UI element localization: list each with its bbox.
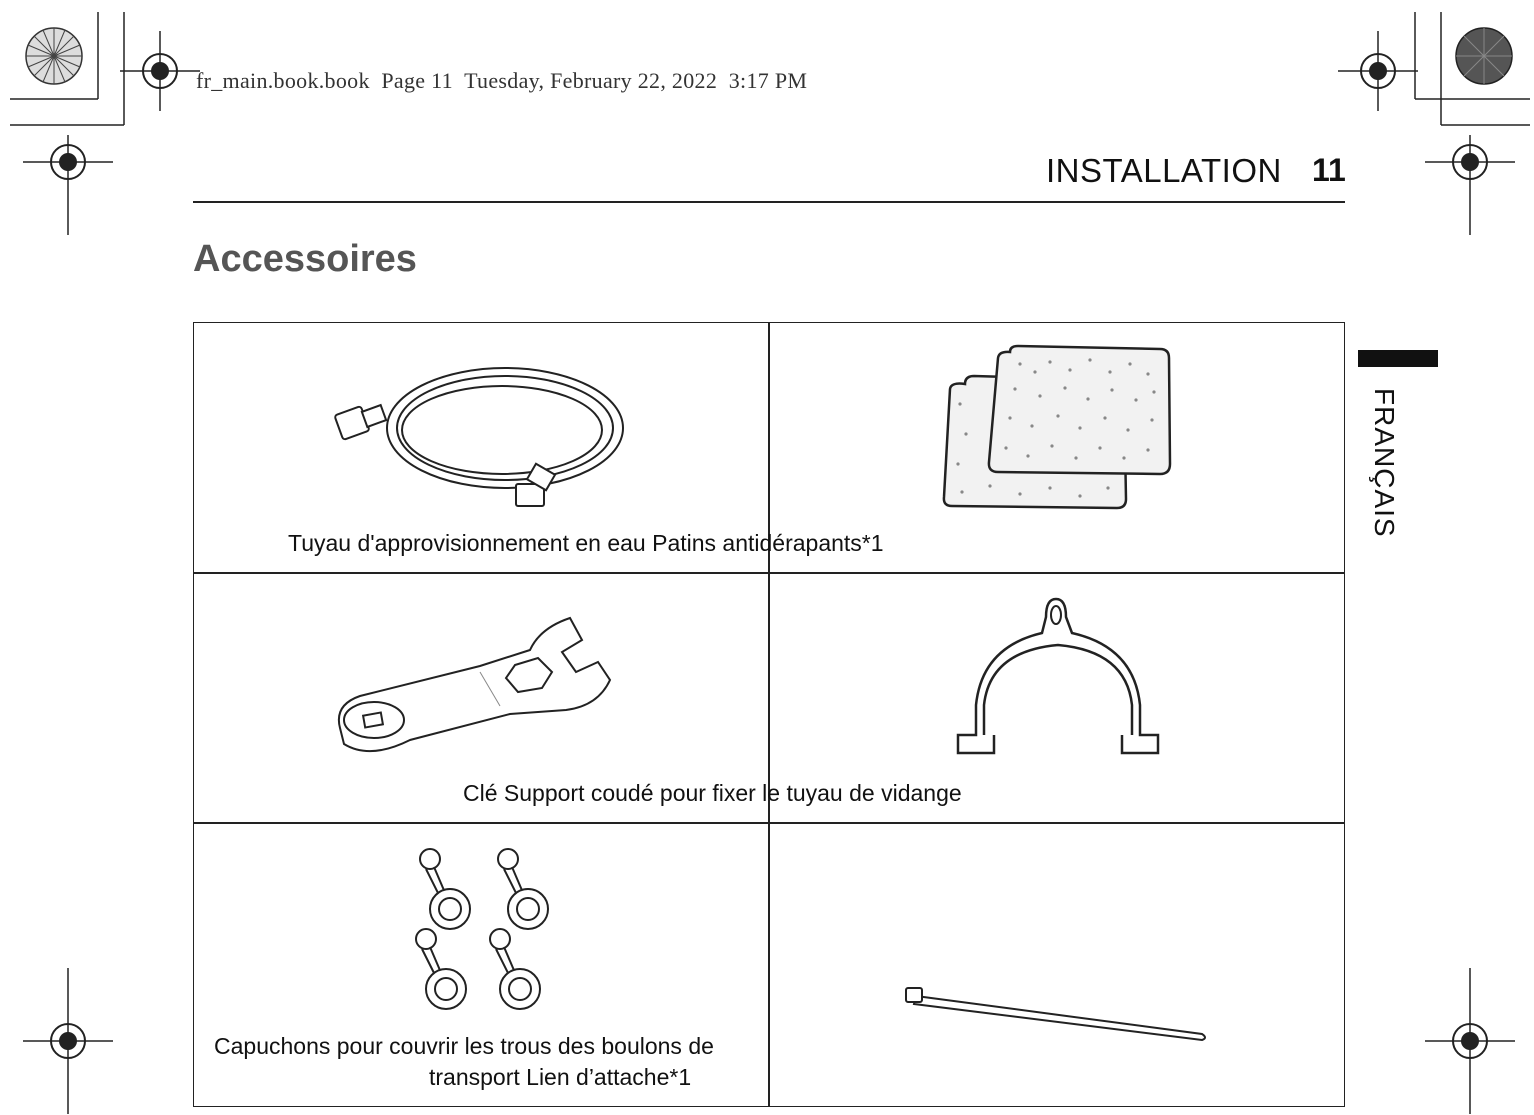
crosshair-right-upper-icon: [1425, 135, 1515, 235]
language-tab-bar: [1358, 350, 1438, 367]
crosshair-left-upper-icon: [23, 135, 113, 235]
item-label: Clé Support coudé pour fixer le tuyau de vidange: [463, 780, 962, 806]
elbow-bracket-icon: [954, 595, 1164, 765]
header-divider: [193, 201, 1345, 203]
crosshair-top-left-icon: [120, 31, 200, 111]
table-column-divider: [768, 322, 770, 1107]
crosshair-right-lower-icon: [1425, 968, 1515, 1114]
language-tab-label: FRANÇAIS: [1369, 388, 1400, 538]
table-row-divider: [193, 822, 1345, 824]
print-info-line: fr_main.book.book Page 11 Tuesday, February 22, 2022 3:17 PM: [196, 68, 808, 93]
item-label-line-2: transport Lien d’attache*1: [429, 1064, 692, 1090]
water-supply-hose-icon: [330, 358, 650, 518]
item-label: Tuyau d'approvisionnement en eau Patins antidérapants*1: [288, 530, 884, 556]
wrench-icon: [330, 610, 640, 760]
running-header-section: INSTALLATION: [1046, 152, 1282, 189]
crosshair-top-right-icon: [1338, 31, 1418, 111]
cable-tie-icon: [902, 982, 1212, 1042]
crosshair-left-lower-icon: [23, 968, 113, 1114]
item-label-line-1: Capuchons pour couvrir les trous des boulons de: [214, 1033, 714, 1059]
page-title: Accessoires: [193, 238, 417, 280]
anti-slip-pads-icon: [940, 344, 1180, 514]
registration-dark-circle-icon: [1454, 26, 1514, 86]
table-row-divider: [193, 572, 1345, 574]
registration-starburst-icon: [24, 26, 84, 86]
page-number: 11: [1312, 152, 1346, 188]
bolt-hole-caps-icon: [410, 845, 570, 1015]
